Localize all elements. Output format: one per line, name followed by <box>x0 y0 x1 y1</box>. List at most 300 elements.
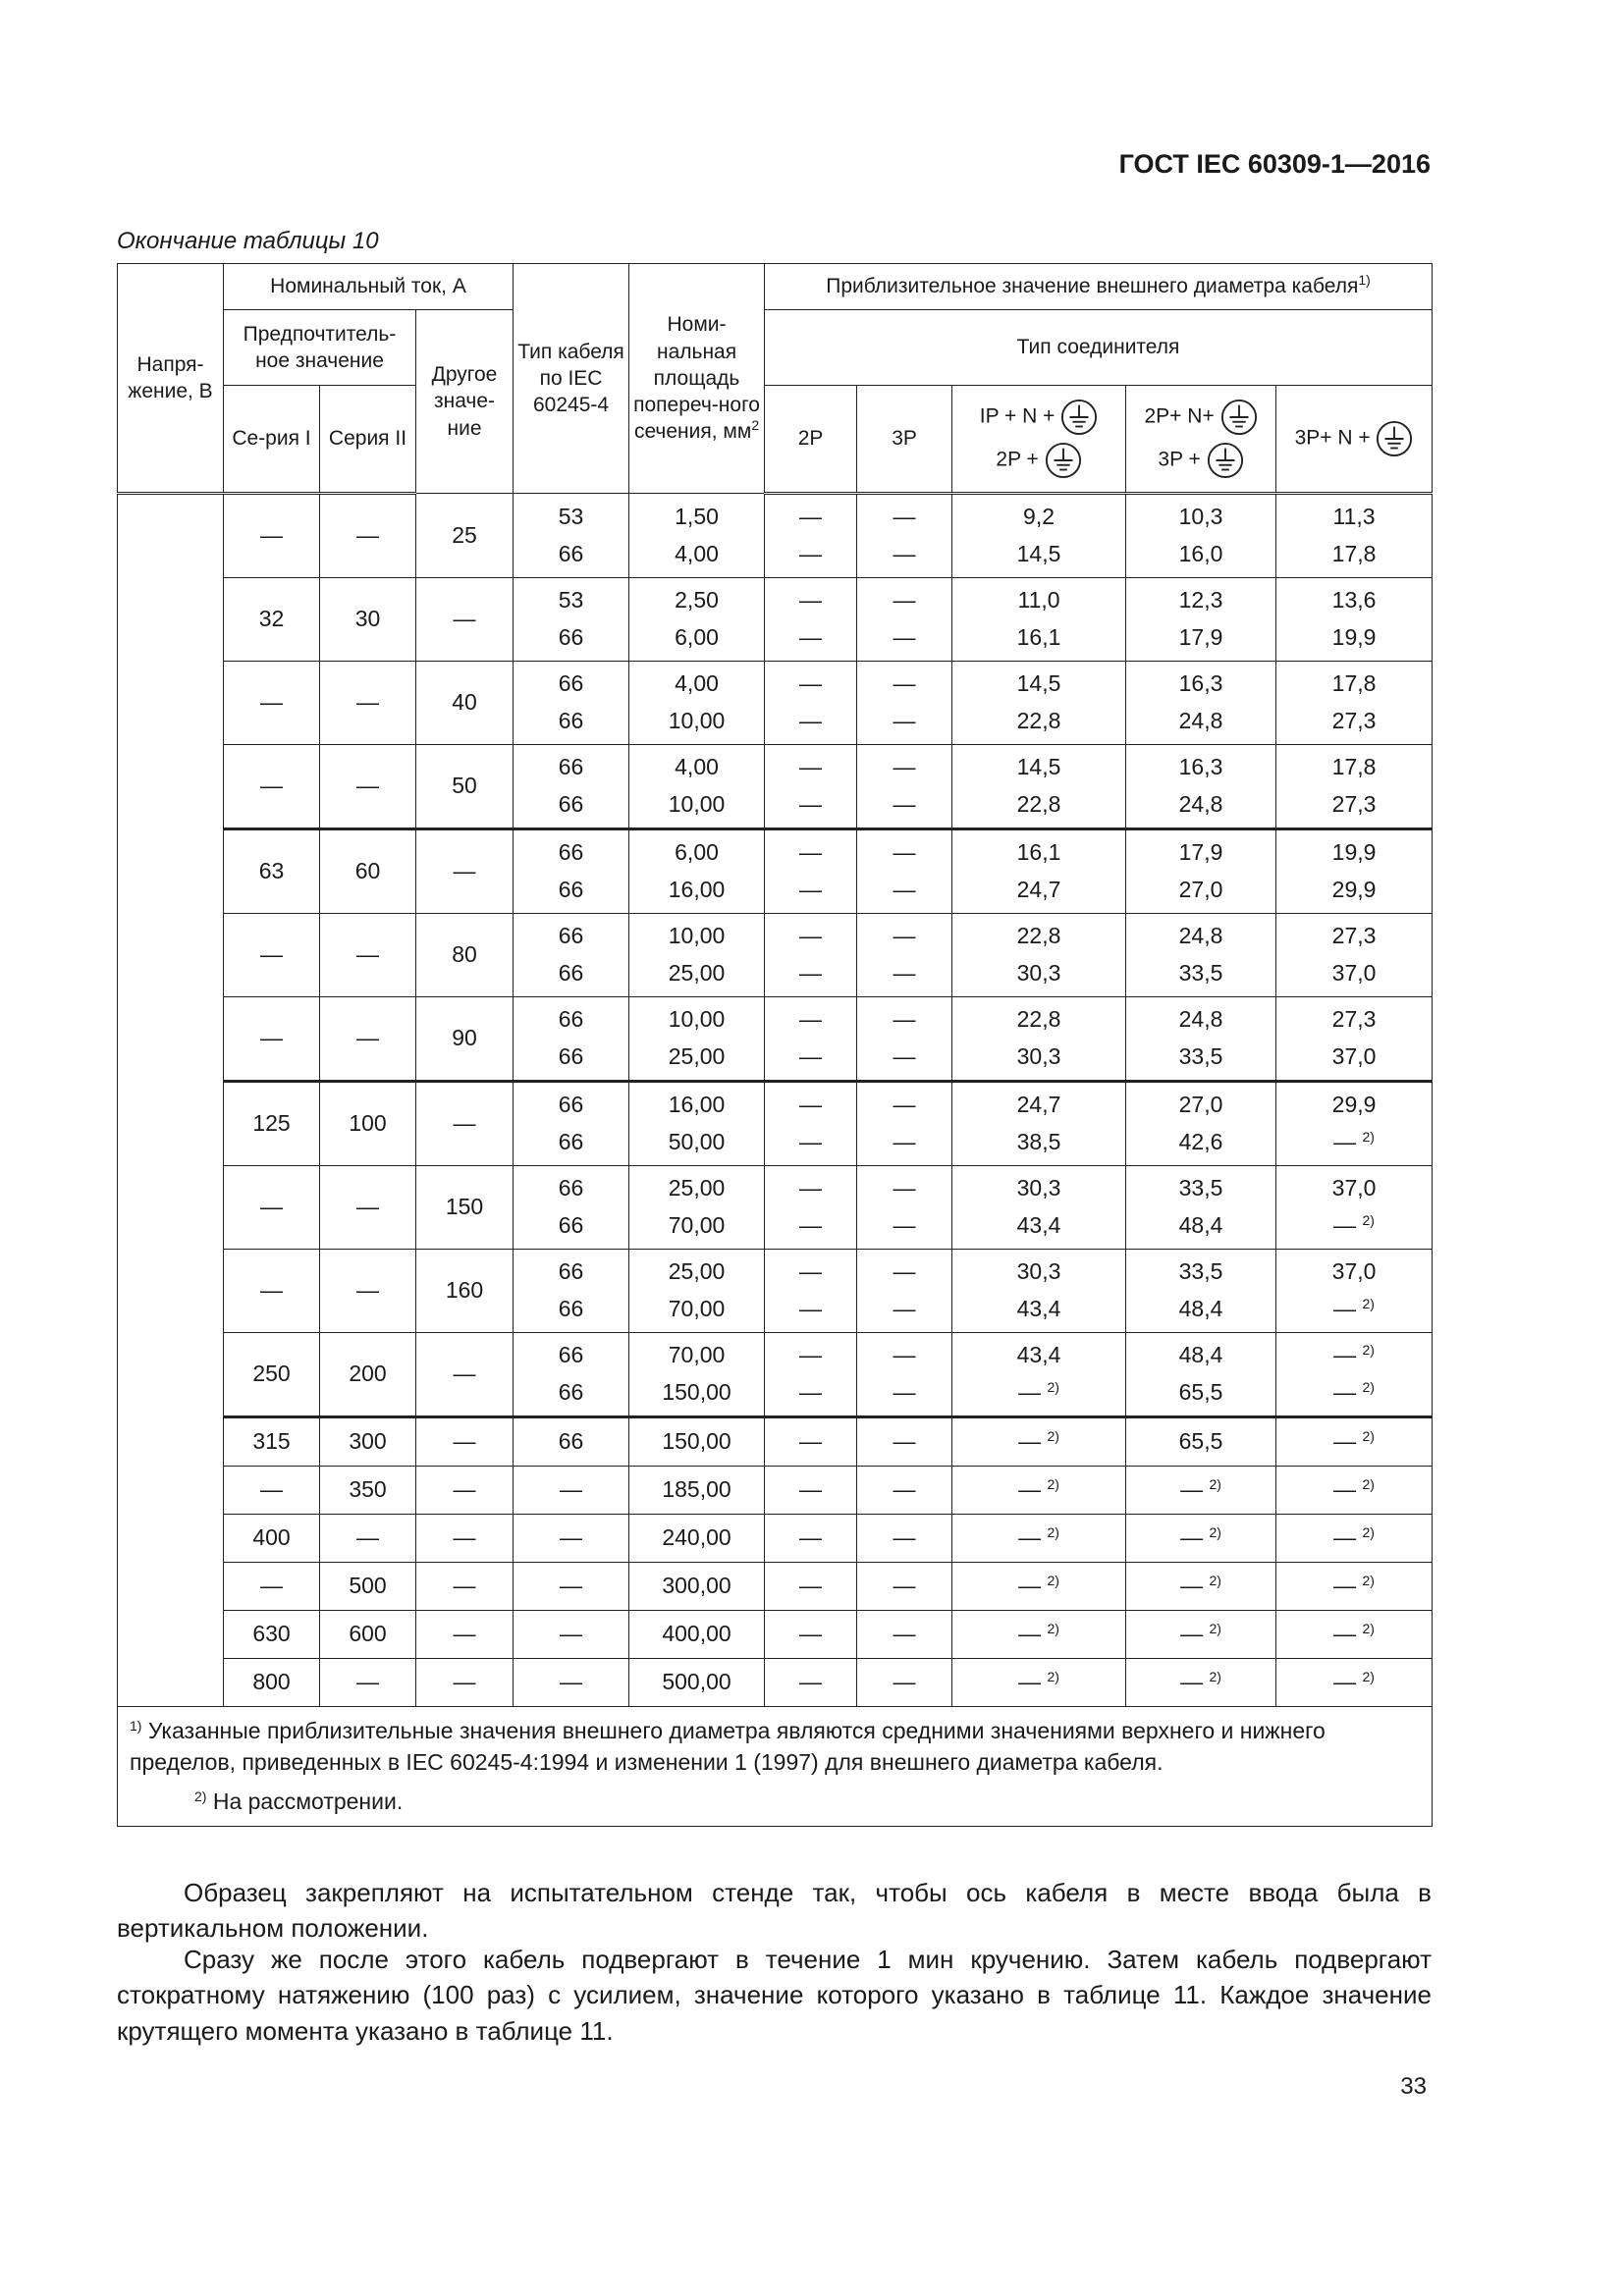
cell-value: — <box>893 1379 916 1405</box>
3p-cell <box>857 578 952 662</box>
cell-line <box>517 669 624 699</box>
cell-footnote-mark: 2) <box>1209 1621 1221 1637</box>
header-voltage: Напря-жение, В <box>118 264 224 494</box>
cell-line <box>633 790 760 820</box>
cell-line <box>633 623 760 653</box>
cell-line <box>769 623 852 653</box>
cell-value: 53 <box>558 503 584 529</box>
cell-line <box>633 707 760 736</box>
series-2-cell: 600 <box>320 1611 416 1659</box>
cell-value: 27,3 <box>1331 791 1377 817</box>
2p-cell <box>765 1333 857 1417</box>
cell-pair <box>1280 753 1428 820</box>
cell-line <box>1280 1341 1428 1370</box>
header-connector-1-bottom <box>956 442 1121 479</box>
cable-type-cell <box>514 997 629 1082</box>
cable-type-cell <box>514 914 629 997</box>
cell-pair <box>1280 1005 1428 1072</box>
series-1-cell: — <box>224 1467 320 1515</box>
area-cell: 300,00 <box>629 1563 765 1611</box>
cell-line <box>1130 1174 1272 1203</box>
header-2pn-label: 2P+ N+ <box>1144 404 1215 428</box>
table-caption: Окончание таблицы 10 <box>117 228 379 254</box>
cell-value: — <box>1180 1573 1204 1599</box>
cell-value: 27,3 <box>1331 923 1377 949</box>
cell-pair <box>633 838 760 905</box>
cell-value: 22,8 <box>1016 1006 1061 1033</box>
cell-pair <box>861 922 947 988</box>
cell-pair <box>1130 586 1272 653</box>
series-2-cell: — <box>320 1515 416 1563</box>
cell-line <box>769 1295 852 1324</box>
cell-line <box>1130 540 1272 569</box>
cell-line <box>861 790 947 820</box>
cell-line <box>633 1378 760 1408</box>
cell-value: 16,1 <box>1016 624 1061 650</box>
cell-pair <box>633 503 760 569</box>
cell-line <box>517 1295 624 1324</box>
cell-value: — <box>1333 1342 1357 1368</box>
cell-pair <box>861 586 947 653</box>
cell-value: — <box>893 1258 916 1285</box>
2p-cell: — <box>765 1417 857 1467</box>
cell-line <box>517 1091 624 1120</box>
cell-line <box>1130 586 1272 615</box>
2p-cell: — <box>765 1467 857 1515</box>
2p-cell <box>765 1250 857 1333</box>
ground-symbol-icon <box>1220 399 1258 436</box>
cell-pair <box>956 1257 1121 1324</box>
table-row <box>118 1515 1433 1563</box>
cell-line <box>1280 586 1428 615</box>
cell-pair <box>633 1174 760 1241</box>
cell-value: 29,9 <box>1331 877 1377 902</box>
other-cell: — <box>416 1611 514 1659</box>
cell-line <box>1130 838 1272 868</box>
cell-pair <box>861 1341 947 1408</box>
cell-value: — <box>893 587 916 614</box>
2p-cell <box>765 997 857 1082</box>
other-cell: — <box>416 1563 514 1611</box>
diameter-3-cell <box>1276 997 1433 1082</box>
cell-pair <box>956 753 1121 820</box>
diameter-1-cell <box>952 1417 1126 1467</box>
cell-line <box>956 1091 1121 1120</box>
other-cell: 50 <box>416 745 514 829</box>
cell-pair <box>769 838 852 905</box>
cell-pair <box>517 669 624 736</box>
2p-cell <box>765 1082 857 1166</box>
cell-line <box>861 1174 947 1203</box>
series-2-cell: — <box>320 494 416 578</box>
cell-value: 24,7 <box>1016 877 1061 902</box>
series-2-cell: — <box>320 662 416 745</box>
cell-value: — <box>893 1092 916 1118</box>
series-1-cell: — <box>224 1250 320 1333</box>
other-cell: 160 <box>416 1250 514 1333</box>
table-row <box>118 494 1433 578</box>
header-area-sup: 2 <box>751 417 760 434</box>
series-1-cell: 250 <box>224 1333 320 1417</box>
cell-value: 12,3 <box>1178 587 1223 614</box>
cell-line <box>517 1174 624 1203</box>
header-3pn-label: 3P+ N + <box>1294 426 1371 450</box>
cell-value: — <box>799 923 823 949</box>
other-cell: — <box>416 1333 514 1417</box>
other-cell: — <box>416 829 514 914</box>
diameter-2-cell <box>1126 1467 1276 1515</box>
cell-line <box>956 790 1121 820</box>
cell-pair <box>956 1341 1121 1408</box>
cable-type-cell <box>514 1250 629 1333</box>
cell-line <box>861 753 947 782</box>
cell-line <box>1130 1378 1272 1408</box>
header-approx-text: Приблизительное значение внешнего диаметра кабеля <box>826 275 1359 298</box>
table-row <box>118 1250 1433 1333</box>
cable-type-cell <box>514 829 629 914</box>
cell-value: 70,00 <box>668 1342 726 1368</box>
cell-value: 43,4 <box>1016 1342 1061 1368</box>
series-2-cell: — <box>320 1659 416 1707</box>
cell-value: 10,00 <box>668 708 726 733</box>
diameter-2-cell <box>1126 997 1276 1082</box>
cell-line <box>1280 753 1428 782</box>
cell-pair <box>1130 922 1272 988</box>
other-cell: — <box>416 1467 514 1515</box>
cell-line <box>956 876 1121 905</box>
series-2-cell: — <box>320 745 416 829</box>
cell-value: 66 <box>558 877 584 902</box>
area-cell: 150,00 <box>629 1417 765 1467</box>
cell-line <box>956 959 1121 988</box>
cell-value: — <box>893 791 916 817</box>
cell-value: — <box>893 1043 916 1069</box>
cell-footnote-mark: 2) <box>1362 1212 1375 1228</box>
cell-value: — <box>799 624 823 650</box>
cell-value: — <box>893 877 916 902</box>
cable-type-cell: — <box>514 1515 629 1563</box>
cell-value: 24,7 <box>1016 1092 1061 1118</box>
cell-pair <box>861 753 947 820</box>
cell-line <box>1130 959 1272 988</box>
header-approx-sup: 1) <box>1358 272 1371 289</box>
table-row <box>118 1563 1433 1611</box>
cell-pair <box>956 1091 1121 1157</box>
cell-value: 37,0 <box>1331 960 1377 986</box>
ground-symbol-icon <box>1060 399 1098 436</box>
cell-footnote-mark: 2) <box>1047 1621 1059 1637</box>
cell-value: — <box>893 1175 916 1201</box>
cell-line <box>769 1042 852 1072</box>
cell-line <box>956 1257 1121 1287</box>
cell-line <box>956 707 1121 736</box>
cell-value: 19,9 <box>1331 624 1377 650</box>
cell-value: — <box>799 1258 823 1285</box>
2p-cell <box>765 829 857 914</box>
ground-symbol-icon <box>1376 420 1413 457</box>
cell-value: — <box>799 587 823 614</box>
header-ipn-label: IP + N + <box>979 404 1056 428</box>
cell-value: — <box>1333 1669 1357 1695</box>
header-connector-2-bottom <box>1130 442 1272 479</box>
cell-line <box>769 503 852 532</box>
cell-value: — <box>1333 1379 1357 1405</box>
series-2-cell: 30 <box>320 578 416 662</box>
series-1-cell: 800 <box>224 1659 320 1707</box>
diameter-3-cell <box>1276 745 1433 829</box>
cell-line <box>1280 707 1428 736</box>
3p-cell <box>857 494 952 578</box>
cell-pair <box>1280 1257 1428 1324</box>
cell-footnote-mark: 2) <box>1362 1342 1375 1359</box>
cell-value: 22,8 <box>1016 791 1061 817</box>
cell-pair <box>861 669 947 736</box>
cell-line <box>1130 1128 1272 1157</box>
cell-line <box>517 876 624 905</box>
cell-pair <box>861 503 947 569</box>
header-connector-1-top <box>956 399 1121 436</box>
cell-line <box>633 1295 760 1324</box>
cell-line <box>956 922 1121 951</box>
area-cell <box>629 494 765 578</box>
cell-value: 25,00 <box>668 960 726 986</box>
cell-value: 16,00 <box>668 1092 726 1118</box>
cell-value: 30,3 <box>1016 1175 1061 1201</box>
cell-value: — <box>799 1342 823 1368</box>
diameter-1-cell <box>952 1515 1126 1563</box>
cell-line <box>633 838 760 868</box>
cell-line <box>769 1005 852 1035</box>
header-connector-3-top <box>1280 420 1428 457</box>
cell-line <box>1130 1257 1272 1287</box>
diameter-3-cell <box>1276 578 1433 662</box>
cell-value: 6,00 <box>675 839 719 866</box>
cell-line <box>1280 838 1428 868</box>
cell-line <box>956 586 1121 615</box>
3p-cell <box>857 1250 952 1333</box>
cell-line <box>1130 1341 1272 1370</box>
cell-pair <box>861 1005 947 1072</box>
cell-pair <box>1130 1091 1272 1157</box>
3p-cell <box>857 997 952 1082</box>
cell-line <box>633 922 760 951</box>
cell-line <box>1280 503 1428 532</box>
cell-value: 33,5 <box>1178 1043 1223 1069</box>
cell-value: 1,50 <box>675 503 719 529</box>
cell-line <box>633 1341 760 1370</box>
cell-pair <box>956 838 1121 905</box>
cell-value: — <box>1333 1296 1357 1321</box>
cable-type-cell: — <box>514 1563 629 1611</box>
cell-value: — <box>799 1092 823 1118</box>
cell-pair <box>517 1257 624 1324</box>
3p-cell: — <box>857 1563 952 1611</box>
cell-pair <box>517 586 624 653</box>
cell-line <box>769 959 852 988</box>
series-1-cell: — <box>224 914 320 997</box>
cell-line <box>517 959 624 988</box>
diameter-2-cell <box>1126 1659 1276 1707</box>
cell-value: 66 <box>558 1043 584 1069</box>
diameter-3-cell <box>1276 914 1433 997</box>
cell-value: 42,6 <box>1178 1129 1223 1154</box>
cell-line <box>861 1042 947 1072</box>
cell-value: — <box>893 1006 916 1033</box>
cell-value: 4,00 <box>675 754 719 780</box>
cell-line <box>956 503 1121 532</box>
cell-value: — <box>893 839 916 866</box>
cell-line <box>861 1295 947 1324</box>
diameter-2-cell <box>1126 1333 1276 1417</box>
cell-line <box>1280 876 1428 905</box>
cell-value: — <box>893 670 916 697</box>
cell-pair <box>956 503 1121 569</box>
cell-footnote-mark: 2) <box>1047 1573 1059 1589</box>
cell-line <box>769 586 852 615</box>
other-cell: 150 <box>416 1166 514 1250</box>
cell-line <box>769 922 852 951</box>
cell-value: 24,8 <box>1178 708 1223 733</box>
cell-footnote-mark: 2) <box>1362 1379 1375 1395</box>
cell-value: — <box>893 541 916 566</box>
cell-footnote-mark: 2) <box>1362 1524 1375 1541</box>
cell-value: 30,3 <box>1016 1258 1061 1285</box>
cell-value: 66 <box>558 1212 584 1238</box>
header-area <box>629 264 765 494</box>
cell-pair <box>861 1091 947 1157</box>
cell-value: 38,5 <box>1016 1129 1061 1154</box>
cell-value: 6,00 <box>675 624 719 650</box>
cell-value: 33,5 <box>1178 960 1223 986</box>
cell-pair <box>956 922 1121 988</box>
series-2-cell: 100 <box>320 1082 416 1166</box>
diameter-1-cell <box>952 1082 1126 1166</box>
cell-line <box>861 1005 947 1035</box>
area-cell <box>629 578 765 662</box>
header-2p-plus-label: 2P + <box>996 448 1039 471</box>
diameter-2-cell <box>1126 662 1276 745</box>
cell-value: 70,00 <box>668 1296 726 1321</box>
cell-value: — <box>799 670 823 697</box>
header-other: Другое значе-ние <box>416 310 514 494</box>
cell-line <box>956 1005 1121 1035</box>
cell-pair <box>1280 838 1428 905</box>
cell-value: — <box>799 504 823 530</box>
2p-cell <box>765 494 857 578</box>
cable-type-cell: — <box>514 1467 629 1515</box>
cell-line <box>861 922 947 951</box>
header-3p: 3P <box>857 386 952 494</box>
series-1-cell: — <box>224 745 320 829</box>
cell-line <box>633 1174 760 1203</box>
area-cell <box>629 745 765 829</box>
cell-pair <box>517 1091 624 1157</box>
cell-value: 2,50 <box>675 587 719 614</box>
diameter-3-cell <box>1276 1467 1433 1515</box>
cell-value: 48,4 <box>1178 1212 1223 1238</box>
header-connector-1 <box>952 386 1126 494</box>
cell-line <box>1130 1091 1272 1120</box>
3p-cell <box>857 1166 952 1250</box>
cell-value: 66 <box>558 1175 584 1201</box>
cable-type-cell <box>514 578 629 662</box>
3p-cell: — <box>857 1515 952 1563</box>
cell-line <box>633 1042 760 1072</box>
diameter-2-cell <box>1126 1563 1276 1611</box>
cell-pair <box>861 838 947 905</box>
series-1-cell: 63 <box>224 829 320 914</box>
cell-pair <box>1130 1257 1272 1324</box>
table-row <box>118 662 1433 745</box>
cell-pair <box>769 1005 852 1072</box>
footnote-1-text: Указанные приблизительные значения внешнего диаметра являются средними значениями верхнего и нижнего пределов, приведенных в IEC 60245-4:1994 и изменении 1 (1997) для внешнего диаметра кабеля. <box>130 1718 1326 1776</box>
cell-line <box>769 669 852 699</box>
cell-value: — <box>799 1379 823 1405</box>
cell-footnote-mark: 2) <box>1047 1476 1059 1493</box>
cell-value: — <box>1018 1476 1042 1503</box>
cell-pair <box>769 503 852 569</box>
cell-pair <box>633 753 760 820</box>
diameter-3-cell <box>1276 1611 1433 1659</box>
cell-value: 16,1 <box>1016 839 1061 866</box>
cell-line <box>769 1174 852 1203</box>
cell-pair <box>1130 1341 1272 1408</box>
table-row <box>118 1611 1433 1659</box>
cell-line <box>633 669 760 699</box>
cell-value: 22,8 <box>1016 708 1061 733</box>
table-body <box>118 494 1433 1707</box>
cell-value: 66 <box>558 1296 584 1321</box>
diameter-2-cell <box>1126 578 1276 662</box>
3p-cell: — <box>857 1417 952 1467</box>
cell-line <box>956 669 1121 699</box>
3p-cell: — <box>857 1611 952 1659</box>
3p-cell <box>857 914 952 997</box>
cell-pair <box>1280 503 1428 569</box>
cell-line <box>861 1211 947 1241</box>
cell-pair <box>1130 669 1272 736</box>
cell-value: 27,0 <box>1178 877 1223 902</box>
diameter-1-cell <box>952 1250 1126 1333</box>
cell-value: 10,00 <box>668 923 726 949</box>
series-2-cell: — <box>320 914 416 997</box>
cell-value: 27,3 <box>1331 1006 1377 1033</box>
cell-value: 66 <box>558 624 584 650</box>
cell-line <box>769 1091 852 1120</box>
cell-value: — <box>1333 1212 1357 1238</box>
header-2p: 2P <box>765 386 857 494</box>
cell-value: — <box>799 541 823 566</box>
cell-line <box>1280 1295 1428 1324</box>
area-cell <box>629 1333 765 1417</box>
cell-value: 66 <box>558 923 584 949</box>
cell-value: 43,4 <box>1016 1296 1061 1321</box>
cell-value: — <box>799 1043 823 1069</box>
cable-type-cell: — <box>514 1611 629 1659</box>
2p-cell <box>765 1166 857 1250</box>
cell-value: — <box>1180 1669 1204 1695</box>
cell-value: 66 <box>558 540 584 566</box>
cell-line <box>517 1257 624 1287</box>
cell-line <box>956 1211 1121 1241</box>
cell-value: — <box>1333 1476 1357 1503</box>
cell-value: — <box>799 960 823 986</box>
area-cell: 185,00 <box>629 1467 765 1515</box>
diameter-1-cell <box>952 1467 1126 1515</box>
cell-line <box>517 707 624 736</box>
diameter-1-cell <box>952 1659 1126 1707</box>
diameter-2-cell <box>1126 745 1276 829</box>
